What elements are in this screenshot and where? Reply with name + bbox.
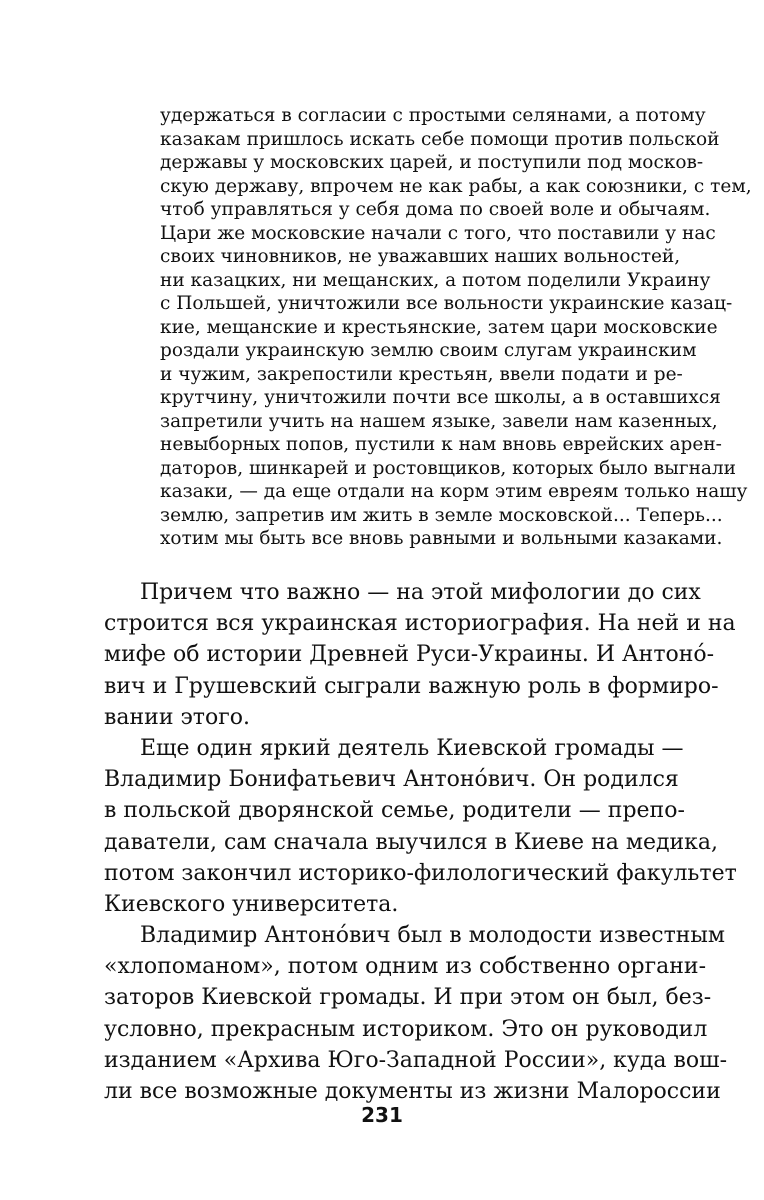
quote-line: крутчину, уничтожили почти все школы, а в оставшихся <box>160 387 721 408</box>
quote-line: чтоб управляться у себя дома по своей воле и обычаям. <box>160 199 711 220</box>
paragraph-line: заторов Киевской громады. И при этом он был, без- <box>104 985 712 1011</box>
paragraph-line: ли все возможные документы из жизни Малороссии <box>104 1079 721 1104</box>
quote-line: хотим мы быть все вновь равными и вольными казаками. <box>160 528 723 549</box>
paragraph-line: Владимир Антоно́вич был в молодости известным <box>140 923 726 949</box>
page-number: 231 <box>361 1103 403 1127</box>
paragraph-line: вич и Грушевский сыграли важную роль в формиро- <box>104 673 719 699</box>
body-text <box>104 577 737 1107</box>
quote-line: невыборных попов, пустили к нам вновь еврейских арен- <box>160 434 722 455</box>
quote-line: удержаться в согласии с простыми селянами, а потому <box>160 105 706 126</box>
paragraph-line: потом закончил историко-филологический факультет <box>104 860 737 886</box>
quote-line: с Польшей, уничтожили все вольности украинские казац- <box>160 293 733 314</box>
paragraph-line: «хлопоманом», потом одним из собственно органи- <box>104 954 707 980</box>
paragraph-line: строится вся украинская историография. На ней и на <box>104 611 736 637</box>
paragraph-line: вании этого. <box>104 704 250 730</box>
paragraph-line: изданием «Архива Юго-Западной России», куда вош- <box>104 1047 728 1073</box>
quote-line: Цари же московские начали с того, что поставили у нас <box>160 222 716 244</box>
paragraph-line: Киевского университета. <box>104 891 399 917</box>
paragraph-line: мифе об истории Древней Руси-Украины. И Антоно́- <box>104 642 715 668</box>
quote-line: казакам пришлось искать себе помощи против польской <box>160 128 720 150</box>
paragraph-line: Владимир Бонифатьевич Антоно́вич. Он родился <box>104 767 679 793</box>
quote-line: роздали украинскую землю своим слугам украинским <box>160 340 697 361</box>
quote-line: скую державу, впрочем не как рабы, а как союзники, с тем, <box>160 175 752 197</box>
quote-line: запретили учить на нашем языке, завели нам казенных, <box>160 410 718 432</box>
paragraph-line: условно, прекрасным историком. Это он руководил <box>104 1016 708 1042</box>
paragraph-line: Еще один яркий деятель Киевской громады — <box>140 735 684 761</box>
paragraph-line: в польской дворянской семье, родители — препо- <box>104 798 685 824</box>
quote-line: кие, мещанские и крестьянские, затем цари московские <box>160 316 718 338</box>
quote-line: своих чиновников, не уважавших наших вольностей, <box>160 246 681 267</box>
quoted-passage <box>160 104 752 551</box>
quote-line: землю, запретив им жить в земле московской... Теперь... <box>160 504 723 526</box>
paragraph-line: Причем что важно — на этой мифологии до сих <box>140 580 701 605</box>
quote-line: казаки, — да еще отдали на корм этим евреям только нашу <box>160 481 748 502</box>
paragraph-line: даватели, сам сначала выучился в Киеве на медика, <box>104 829 719 855</box>
quote-line: державы у московских царей, и поступили под москов- <box>160 152 704 173</box>
quote-line: даторов, шинкарей и ростовщиков, которых было выгнали <box>160 457 737 479</box>
quote-line: и чужим, закрепостили крестьян, ввели подати и ре- <box>160 363 683 385</box>
quote-line: ни казацких, ни мещанских, а потом поделили Украину <box>160 269 711 291</box>
